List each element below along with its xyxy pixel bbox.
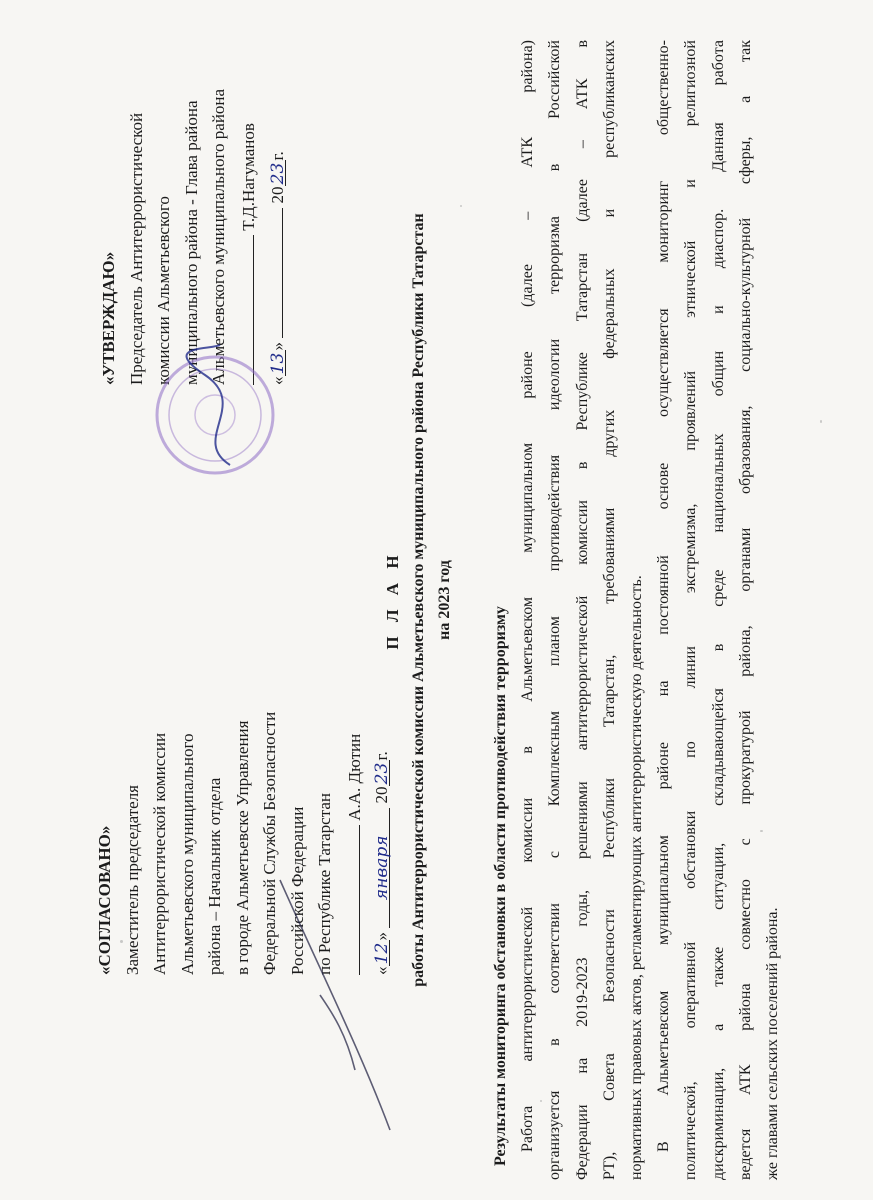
paragraph-line: В Альметьевском муниципальном районе на постоянной основе осуществляется мониторинг общественно- [655,40,673,1152]
approved-line: Председатель Антитеррористической [126,112,146,385]
agreed-date-year-prefix: 20 [372,786,391,804]
body-section [487,40,786,1180]
agreed-name: А.А. Дютин [344,733,364,821]
approved-heading: «УТВЕРЖДАЮ» [99,251,118,385]
approved-date-month [262,208,283,338]
agreed-date-day: 12 [369,941,390,967]
paragraph-line: организуется в соответствии с Комплексным планом противодействия идеологии терроризма в Российской [546,40,564,1180]
paragraph-line: Работа антитеррористической комиссии в Альметьевском муниципальном районе (далее – АТК района) [519,40,537,1152]
paragraph-line: политической, оперативной обстановки по линии экстремизма, проявлений этнической и религиозной [682,40,700,1180]
approved-date-row: «13» 2023г. [262,85,292,385]
approved-line: муниципального района - Глава района [181,100,201,385]
agreed-date-year-suffix: 23 [369,761,390,787]
agreed-date-row: «12» января 2023г. [368,645,396,975]
paragraph-line: РТ), Совета Безопасности Республики Татарстан, требованиями других федеральных и республиканских [600,40,618,1180]
approved-date-year-prefix: 20 [268,186,287,204]
paragraph-line: ведется АТК района совместно с прокуратурой района, органами образования, социально-культурной сферы, а так [736,40,754,1180]
paragraph-line: нормативных правовых актов, регламентирующих антитеррористическую деятельность. [627,575,645,1180]
paragraph-line: Федерации на 2019-2023 годы, решениями антитеррористической комиссии в Республике Татарстан (далее – АТК в [573,40,591,1180]
approved-name: Т.Д.Нагуманов [238,123,258,231]
agreed-line: по Республике Татарстан [315,793,334,975]
agreed-line: Альметьевского муниципального [177,733,197,975]
approved-date-year-suffix: 23 [265,161,286,187]
agreed-line: Российской Федерации [287,806,307,975]
agreed-heading: «СОГЛАСОВАНО» [95,825,114,975]
approved-date-end: г. [268,151,287,161]
agreed-line: Антитеррористической комиссии [150,732,169,975]
agreed-line: Федеральной Службы Безопасности [260,711,279,975]
approved-date-day: 13 [265,351,286,377]
agreed-line: района – Начальник отдела [205,777,224,975]
approved-line: комиссии Альметьевского [154,196,173,385]
section-heading: Результаты мониторинга обстановки в области противодействия терроризму [492,606,509,1166]
plan-subtitle: работы Антитеррористической комиссии Альметьевского муниципального района Республики Татарстан [410,213,427,987]
approved-line: Альметьевского муниципального района [209,88,228,385]
plan-year: на 2023 год [436,560,453,640]
agreed-date-month: января [369,808,390,928]
agreed-date-end: г. [372,751,391,761]
agreed-line: в городе Альметьевске Управления [232,720,252,975]
plan-title: П Л А Н [383,550,402,650]
paragraph-line: дискриминации, а также ситуации, складывающейся в среде национальных общин и диаспор. Данная работа [709,40,727,1180]
official-seal-stamp [150,340,280,500]
paragraph-line: же главами сельских поселений района. [763,907,781,1180]
agreed-line: Заместитель председателя [122,785,142,975]
